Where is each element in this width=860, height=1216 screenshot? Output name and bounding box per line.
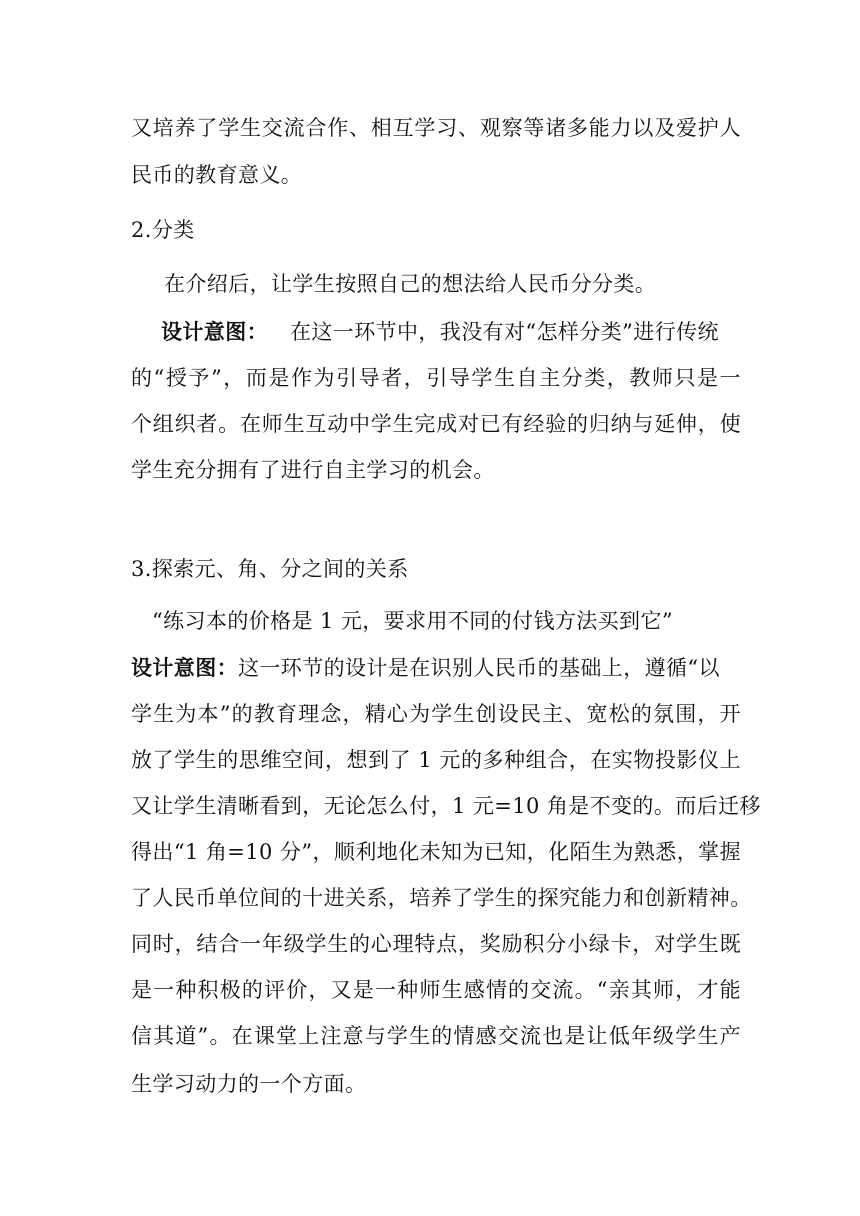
paragraph-line: 民币的教育意义。 <box>131 163 303 187</box>
design-intent-label: 设计意图： <box>161 320 268 344</box>
paragraph-line: 学生为本”的教育理念，精心为学生创设民主、宽松的氛围，开 <box>131 702 741 726</box>
section-heading: 3.探索元、角、分之间的关系 <box>131 557 409 581</box>
design-intent-text: 在这一环节中，我没有对“怎样分类”进行传统 <box>290 320 719 344</box>
paragraph-line: 信其道”。在课堂上注意与学生的情感交流也是让低年级学生产 <box>131 1024 741 1048</box>
design-intent-label: 设计意图： <box>131 656 238 680</box>
paragraph-line: 个组织者。在师生互动中学生完成对已有经验的归纳与延伸，使 <box>131 412 741 436</box>
paragraph-line: 在介绍后，让学生按照自己的想法给人民币分分类。 <box>164 272 657 296</box>
design-intent-text: 这一环节的设计是在识别人民币的基础上，遵循“以 <box>238 656 720 680</box>
section-heading: 2.分类 <box>131 218 195 242</box>
paragraph-line: 学生充分拥有了进行自主学习的机会。 <box>131 458 495 482</box>
paragraph-line: 放了学生的思维空间，想到了 1 元的多种组合，在实物投影仪上 <box>131 748 741 772</box>
paragraph-line: 生学习动力的一个方面。 <box>131 1072 367 1096</box>
paragraph-line: 同时，结合一年级学生的心理特点，奖励积分小绿卡，对学生既 <box>131 932 741 956</box>
design-intent-line <box>131 654 741 682</box>
design-intent-line <box>161 318 741 346</box>
paragraph-line: 又培养了学生交流合作、相互学习、观察等诸多能力以及爱护人 <box>131 116 741 140</box>
paragraph-line: 的“授予”，而是作为引导者，引导学生自主分类，教师只是一 <box>131 366 741 390</box>
paragraph-line: 了人民币单位间的十进关系，培养了学生的探究能力和创新精神。 <box>131 886 752 910</box>
paragraph-line: 又让学生清晰看到，无论怎么付，1 元=10 角是不变的。而后迁移 <box>131 794 761 818</box>
paragraph-line: 是一种积极的评价，又是一种师生感情的交流。“亲其师，才能 <box>131 978 741 1002</box>
quote-line: “练习本的价格是 1 元，要求用不同的付钱方法买到它” <box>152 609 673 633</box>
paragraph-line: 得出“1 角=10 分”，顺利地化未知为已知，化陌生为熟悉，掌握 <box>131 840 741 864</box>
